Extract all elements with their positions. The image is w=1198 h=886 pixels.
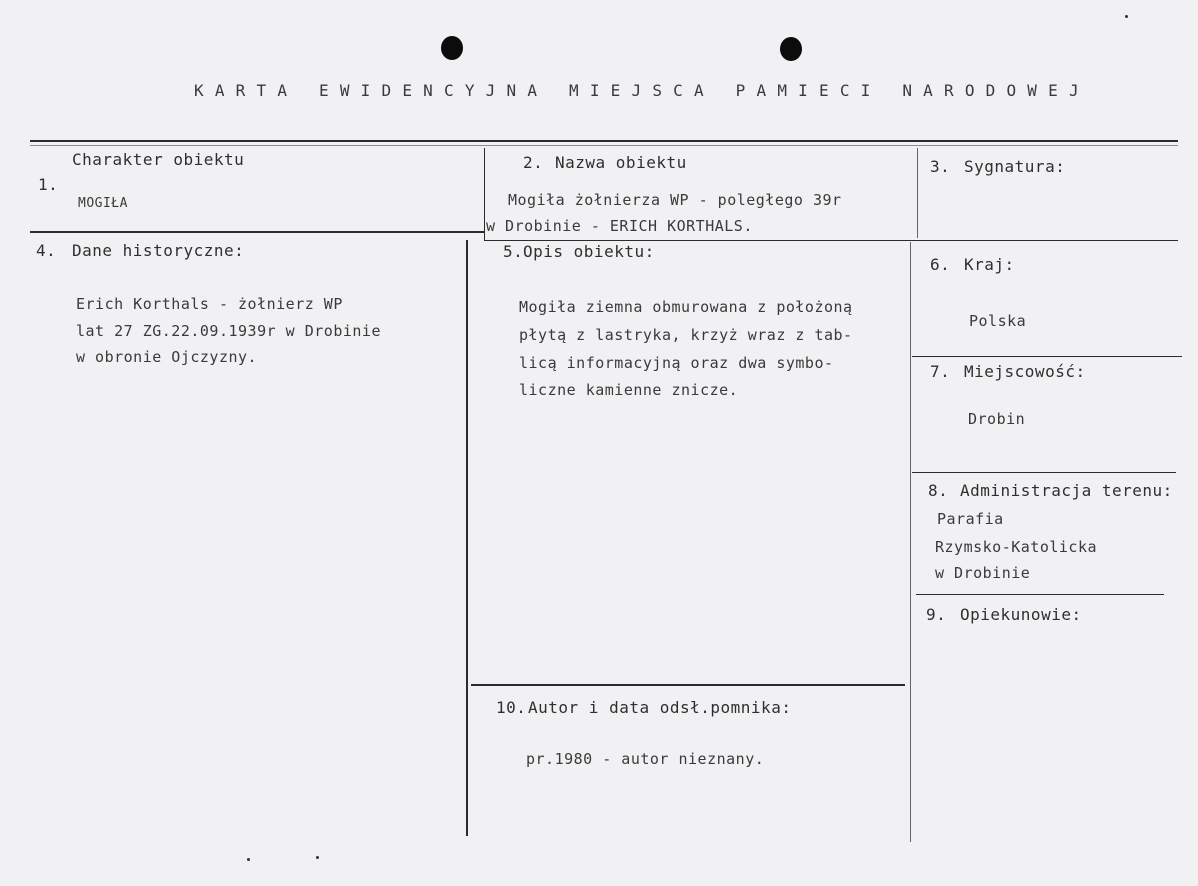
f8-bottom-rule xyxy=(916,594,1164,595)
f9-number: 9. xyxy=(926,605,947,624)
f8-number: 8. xyxy=(928,481,949,500)
f1-value: MOGIŁA xyxy=(78,196,128,211)
f2-number: 2. xyxy=(523,153,544,172)
f5-value-line-4: liczne kamienne znicze. xyxy=(519,381,739,399)
f4-label: Dane historyczne: xyxy=(72,241,245,260)
document-title: KARTA EWIDENCYJNA MIEJSCA PAMIECI NARODOWEJ xyxy=(194,81,1090,100)
f10-number: 10. xyxy=(496,698,527,717)
f6-number: 6. xyxy=(930,255,951,274)
f8-value-line-2: Rzymsko-Katolicka xyxy=(935,538,1098,556)
f8-value-line-1: Parafia xyxy=(937,510,1004,528)
f8-value-line-3: w Drobinie xyxy=(935,564,1031,582)
f9-label: Opiekunowie: xyxy=(960,605,1082,624)
f2-value-line-1: Mogiła żołnierza WP - poległego 39r xyxy=(508,191,842,209)
f3-label: Sygnatura: xyxy=(964,157,1066,176)
punch-hole-left xyxy=(441,36,463,60)
f6-bottom-rule xyxy=(912,356,1182,357)
row1-bottom-rule-right xyxy=(484,240,1178,241)
f4-number: 4. xyxy=(36,241,57,260)
f3-number: 3. xyxy=(930,157,951,176)
top-rule-thin xyxy=(30,145,1178,146)
f4-value-line-2: lat 27 ZG.22.09.1939r w Drobinie xyxy=(76,322,381,340)
f4-value-line-3: w obronie Ojczyzny. xyxy=(76,348,258,366)
f7-bottom-rule xyxy=(912,472,1176,473)
divider-main-left xyxy=(466,240,468,836)
f5-number: 5. xyxy=(503,242,524,261)
f1-label: Charakter obiektu xyxy=(72,150,245,169)
f2-label: Nazwa obiektu xyxy=(555,153,687,172)
f10-value: pr.1980 - autor nieznany. xyxy=(526,750,765,768)
f7-value: Drobin xyxy=(968,410,1026,428)
f1-number: 1. xyxy=(38,175,59,194)
row1-bottom-rule-left xyxy=(30,231,485,233)
top-rule xyxy=(30,140,1178,142)
f5-value-line-2: płytą z lastryka, krzyż wraz z tab- xyxy=(519,326,853,344)
f5-value-line-1: Mogiła ziemna obmurowana z położoną xyxy=(519,298,853,316)
f10-label: Autor i data odsł.pomnika: xyxy=(528,698,792,717)
f5-value-line-3: licą informacyjną oraz dwa symbo- xyxy=(519,354,834,372)
f5-label: Opis obiektu: xyxy=(523,242,655,261)
f6-value: Polska xyxy=(969,312,1027,330)
f7-number: 7. xyxy=(930,362,951,381)
paper-speck xyxy=(247,858,250,861)
divider-main-right xyxy=(910,242,911,842)
f10-top-rule xyxy=(471,684,905,686)
divider-1 xyxy=(484,148,485,240)
f7-label: Miejscowość: xyxy=(964,362,1086,381)
punch-hole-right xyxy=(780,37,802,61)
divider-2-top xyxy=(917,148,918,238)
f2-value-line-2: w Drobinie - ERICH KORTHALS. xyxy=(486,217,753,235)
f6-label: Kraj: xyxy=(964,255,1015,274)
f4-value-line-1: Erich Korthals - żołnierz WP xyxy=(76,295,343,313)
paper-speck xyxy=(316,856,319,859)
paper-speck xyxy=(1125,15,1128,18)
f8-label: Administracja terenu: xyxy=(960,481,1173,500)
